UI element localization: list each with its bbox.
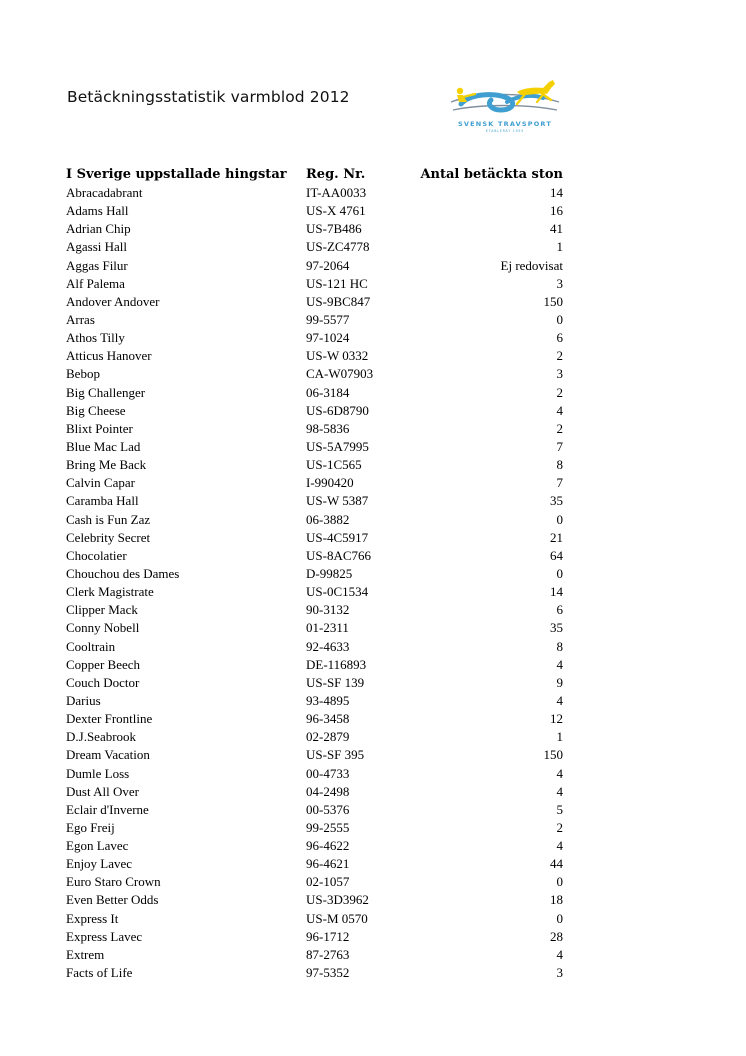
registration-number: 99-2555	[306, 819, 350, 835]
mare-count: 5	[556, 801, 563, 817]
mare-count: 35	[550, 493, 563, 509]
mare-count: 41	[550, 221, 563, 237]
stallion-table	[66, 166, 563, 982]
stallion-name: Euro Staro Crown	[66, 874, 161, 890]
table-row	[66, 365, 563, 383]
stallion-name: Alf Palema	[66, 275, 125, 291]
stallion-name: Enjoy Lavec	[66, 856, 133, 872]
registration-number: US-0C1534	[306, 584, 369, 600]
stallion-name: Blixt Pointer	[66, 420, 133, 436]
mare-count: 18	[550, 892, 563, 908]
registration-number: 97-1024	[306, 330, 350, 346]
mare-count: 0	[556, 565, 563, 581]
table-row	[66, 492, 563, 510]
registration-number: 02-1057	[306, 874, 350, 890]
stallion-name: Express Lavec	[66, 928, 143, 944]
mare-count: 4	[556, 692, 563, 708]
mare-count: 0	[556, 511, 563, 527]
table-row	[66, 601, 563, 619]
mare-count: 150	[543, 293, 563, 309]
stallion-name: Blue Mac Lad	[66, 438, 141, 454]
registration-number: 02-2879	[306, 729, 350, 745]
mare-count: 4	[556, 402, 563, 418]
table-row	[66, 855, 563, 873]
stallion-name: Copper Beech	[66, 656, 141, 672]
mare-count: 44	[550, 856, 563, 872]
table-row	[66, 674, 563, 692]
table-row	[66, 783, 563, 801]
registration-number: 96-1712	[306, 928, 350, 944]
mare-count: Ej redovisat	[500, 257, 563, 273]
mare-count: 4	[556, 783, 563, 799]
table-row	[66, 329, 563, 347]
registration-number: US-3D3962	[306, 892, 369, 908]
table-row	[66, 801, 563, 819]
stallion-name: Express It	[66, 910, 119, 926]
stallion-name: Atticus Hanover	[66, 348, 152, 364]
mare-count: 4	[556, 765, 563, 781]
registration-number: 00-5376	[306, 801, 350, 817]
table-row	[66, 202, 563, 220]
registration-number: IT-AA0033	[306, 185, 367, 200]
registration-number: US-X 4761	[306, 203, 366, 219]
table-row	[66, 529, 563, 547]
stallion-name: Clerk Magistrate	[66, 584, 154, 600]
table-row	[66, 402, 563, 420]
mare-count: 28	[550, 928, 563, 944]
mare-count: 0	[556, 910, 563, 926]
mare-count: 7	[556, 475, 563, 491]
stallion-name: Eclair d'Inverne	[66, 801, 149, 817]
table-row	[66, 710, 563, 728]
mare-count: 6	[556, 330, 563, 346]
table-row	[66, 891, 563, 909]
stallion-name: Dexter Frontline	[66, 711, 153, 727]
registration-number: 93-4895	[306, 692, 350, 708]
mare-count: 3	[556, 366, 563, 382]
mare-count: 1	[556, 239, 563, 255]
table-row	[66, 347, 563, 365]
registration-number: US-W 5387	[306, 493, 369, 509]
registration-number: US-1C565	[306, 457, 362, 473]
registration-number: US-W 0332	[306, 348, 369, 364]
logo-tagline: ETABLERAT 1955	[485, 129, 525, 133]
table-row	[66, 293, 563, 311]
trotting-horse-icon	[447, 78, 563, 120]
table-row	[66, 220, 563, 238]
stallion-name: Dust All Over	[66, 783, 139, 799]
stallion-name: Calvin Capar	[66, 475, 135, 491]
registration-number: US-7B486	[306, 221, 362, 237]
mare-count: 2	[556, 819, 563, 835]
table-row	[66, 257, 563, 275]
table-row	[66, 583, 563, 601]
table-row	[66, 964, 563, 982]
mare-count: 14	[550, 584, 563, 600]
mare-count: 3	[556, 965, 563, 981]
registration-number: US-6D8790	[306, 402, 369, 418]
stallion-name: Agassi Hall	[66, 239, 128, 255]
table-row	[66, 837, 563, 855]
stallion-name: Egon Lavec	[66, 838, 129, 854]
registration-number: 97-2064	[306, 257, 350, 273]
column-header-count: Antal betäckta ston	[420, 167, 563, 182]
mare-count: 0	[556, 874, 563, 890]
stallion-name: Chocolatier	[66, 547, 127, 563]
stallion-name: Aggas Filur	[66, 257, 128, 273]
stallion-name: Caramba Hall	[66, 493, 139, 509]
table-row	[66, 638, 563, 656]
registration-number: 01-2311	[306, 620, 349, 636]
table-row	[66, 547, 563, 565]
column-header-name: I Sverige uppstallade hingstar	[66, 167, 287, 182]
registration-number: 96-4622	[306, 838, 350, 854]
registration-number: 04-2498	[306, 783, 350, 799]
mare-count: 2	[556, 384, 563, 400]
table-row	[66, 928, 563, 946]
table-row	[66, 184, 563, 202]
page-title: Betäckningsstatistik varmblod 2012	[67, 88, 350, 106]
stallion-name: Dream Vacation	[66, 747, 150, 763]
mare-count: 16	[550, 203, 563, 219]
stallion-name: Bebop	[66, 366, 100, 382]
table-row	[66, 619, 563, 637]
table-row	[66, 311, 563, 329]
stallion-name: Big Cheese	[66, 402, 126, 418]
stallion-name: Abracadabrant	[66, 185, 143, 200]
mare-count: 6	[556, 602, 563, 618]
mare-count: 4	[556, 946, 563, 962]
mare-count: 4	[556, 838, 563, 854]
table-body	[66, 184, 563, 982]
stallion-name: Big Challenger	[66, 384, 146, 400]
stallion-name: Adrian Chip	[66, 221, 131, 237]
registration-number: 92-4633	[306, 638, 350, 654]
stallion-name: Adams Hall	[66, 203, 129, 219]
table-row	[66, 746, 563, 764]
mare-count: 1	[556, 729, 563, 745]
registration-number: US-M 0570	[306, 910, 368, 926]
mare-count: 35	[550, 620, 563, 636]
table-row	[66, 728, 563, 746]
stallion-name: Cash is Fun Zaz	[66, 511, 151, 527]
registration-number: 96-3458	[306, 711, 350, 727]
registration-number: US-9BC847	[306, 293, 371, 309]
table-row	[66, 238, 563, 256]
table-row	[66, 474, 563, 492]
stallion-name: Bring Me Back	[66, 457, 147, 473]
svensk-travsport-logo	[447, 78, 563, 132]
table-row	[66, 656, 563, 674]
registration-number: 90-3132	[306, 602, 350, 618]
registration-number: 06-3882	[306, 511, 350, 527]
registration-number: CA-W07903	[306, 366, 374, 382]
registration-number: 96-4621	[306, 856, 350, 872]
registration-number: US-SF 139	[306, 674, 365, 690]
mare-count: 8	[556, 638, 563, 654]
table-header	[66, 166, 563, 184]
stallion-name: Celebrity Secret	[66, 529, 151, 545]
stallion-name: Ego Freij	[66, 819, 115, 835]
registration-number: D-99825	[306, 565, 353, 581]
stallion-name: Clipper Mack	[66, 602, 138, 618]
mare-count: 12	[550, 711, 563, 727]
registration-number: US-8AC766	[306, 547, 372, 563]
table-row	[66, 873, 563, 891]
registration-number: 87-2763	[306, 946, 350, 962]
registration-number: 00-4733	[306, 765, 350, 781]
stallion-name: Arras	[66, 311, 95, 327]
registration-number: 97-5352	[306, 965, 350, 981]
mare-count: 3	[556, 275, 563, 291]
registration-number: DE-116893	[306, 656, 367, 672]
mare-count: 0	[556, 311, 563, 327]
registration-number: I-990420	[306, 475, 354, 491]
table-row	[66, 420, 563, 438]
stallion-name: Chouchou des Dames	[66, 565, 180, 581]
stallion-name: Darius	[66, 692, 101, 708]
mare-count: 9	[556, 674, 563, 690]
stallion-name: Even Better Odds	[66, 892, 159, 908]
mare-count: 8	[556, 457, 563, 473]
registration-number: US-ZC4778	[306, 239, 370, 255]
table-row	[66, 819, 563, 837]
registration-number: 06-3184	[306, 384, 350, 400]
table-row	[66, 910, 563, 928]
stallion-name: Dumle Loss	[66, 765, 130, 781]
mare-count: 64	[550, 547, 563, 563]
stallion-name: Cooltrain	[66, 638, 116, 654]
mare-count: 14	[550, 185, 563, 200]
logo-wordmark: SVENSK TRAVSPORT	[458, 120, 552, 128]
table-row	[66, 438, 563, 456]
table-row	[66, 765, 563, 783]
registration-number: US-4C5917	[306, 529, 369, 545]
table-row	[66, 511, 563, 529]
registration-number: 99-5577	[306, 311, 350, 327]
mare-count: 2	[556, 348, 563, 364]
stallion-name: Andover Andover	[66, 293, 160, 309]
mare-count: 7	[556, 438, 563, 454]
registration-number: US-121 HC	[306, 275, 368, 291]
registration-number: US-SF 395	[306, 747, 365, 763]
table-row	[66, 275, 563, 293]
table-row	[66, 692, 563, 710]
mare-count: 4	[556, 656, 563, 672]
table-row	[66, 565, 563, 583]
table-row	[66, 384, 563, 402]
stallion-name: Couch Doctor	[66, 674, 140, 690]
stallion-name: Athos Tilly	[66, 330, 125, 346]
stallion-name: Facts of Life	[66, 965, 133, 981]
stallion-name: Conny Nobell	[66, 620, 140, 636]
mare-count: 21	[550, 529, 563, 545]
column-header-reg: Reg. Nr.	[306, 167, 366, 182]
registration-number: US-5A7995	[306, 438, 369, 454]
stallion-name: D.J.Seabrook	[66, 729, 137, 745]
registration-number: 98-5836	[306, 420, 350, 436]
mare-count: 150	[543, 747, 563, 763]
stallion-name: Extrem	[66, 946, 105, 962]
table-row	[66, 946, 563, 964]
table-row	[66, 456, 563, 474]
mare-count: 2	[556, 420, 563, 436]
